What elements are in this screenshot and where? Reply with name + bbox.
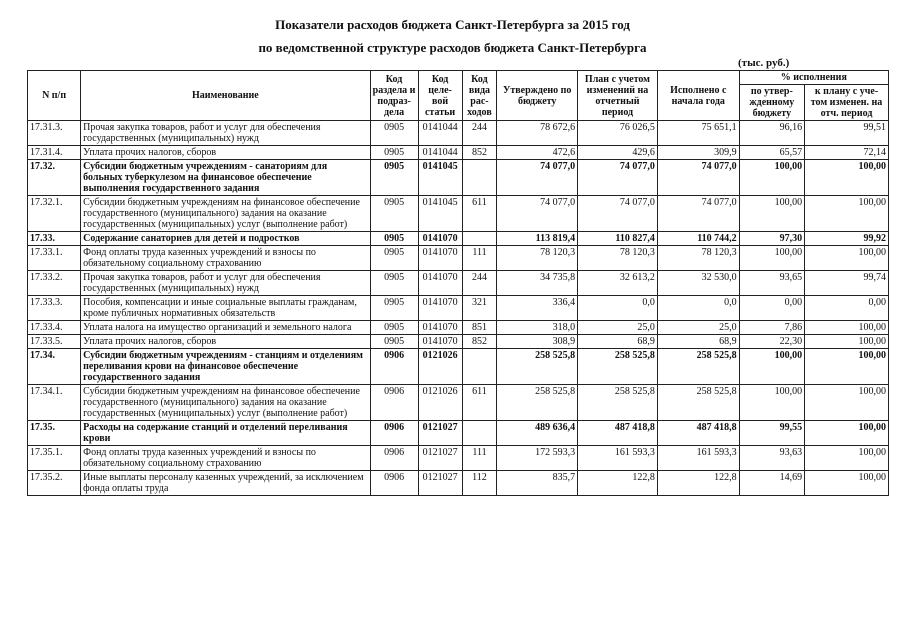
cell-num: 17.33.4. (28, 321, 81, 335)
cell-approved: 318,0 (497, 321, 578, 335)
cell-approved: 113 819,4 (497, 232, 578, 246)
cell-plan: 258 525,8 (578, 385, 658, 421)
cell-name: Уплата налога на имущество организаций и земельного налога (81, 321, 370, 335)
cell-executed: 74 077,0 (657, 196, 739, 232)
col-header-num: N п/п (28, 71, 81, 121)
cell-approved: 489 636,4 (497, 421, 578, 446)
cell-vid: 611 (462, 385, 497, 421)
cell-num: 17.31.3. (28, 121, 81, 146)
cell-pct-plan: 99,74 (805, 271, 889, 296)
cell-executed: 75 651,1 (657, 121, 739, 146)
units-label: (тыс. руб.) (738, 57, 790, 69)
cell-num: 17.33.2. (28, 271, 81, 296)
cell-pct-plan: 100,00 (805, 421, 889, 446)
cell-pct-approved: 97,30 (739, 232, 804, 246)
cell-pct-plan: 100,00 (805, 196, 889, 232)
col-header-approved: Утверждено по бюджету (497, 71, 578, 121)
cell-razdel: 0906 (370, 349, 418, 385)
table-row (28, 146, 889, 160)
cell-vid: 112 (462, 471, 497, 496)
cell-plan: 74 077,0 (578, 196, 658, 232)
cell-approved: 472,6 (497, 146, 578, 160)
cell-num: 17.34. (28, 349, 81, 385)
cell-name: Прочая закупка товаров, работ и услуг для обеспечения государственных (муниципальных) нужд (81, 271, 370, 296)
cell-razdel: 0906 (370, 471, 418, 496)
cell-pct-approved: 99,55 (739, 421, 804, 446)
cell-razdel: 0906 (370, 446, 418, 471)
cell-statya: 0141070 (418, 271, 462, 296)
cell-plan: 258 525,8 (578, 349, 658, 385)
cell-razdel: 0905 (370, 121, 418, 146)
cell-razdel: 0905 (370, 271, 418, 296)
cell-executed: 32 530,0 (657, 271, 739, 296)
cell-name: Фонд оплаты труда казенных учреждений и взносы по обязательному социальному страхованию (81, 446, 370, 471)
cell-executed: 309,9 (657, 146, 739, 160)
cell-num: 17.33.5. (28, 335, 81, 349)
cell-num: 17.33.1. (28, 246, 81, 271)
cell-vid: 611 (462, 196, 497, 232)
cell-pct-approved: 93,63 (739, 446, 804, 471)
report-subtitle: по ведомственной структуре расходов бюджета Санкт-Петербурга (258, 40, 647, 55)
cell-num: 17.32. (28, 160, 81, 196)
cell-vid: 244 (462, 271, 497, 296)
cell-pct-approved: 100,00 (739, 196, 804, 232)
table-row (28, 335, 889, 349)
cell-approved: 74 077,0 (497, 160, 578, 196)
cell-name: Иные выплаты персоналу казенных учреждений, за исключением фонда оплаты труда (81, 471, 370, 496)
table-row (28, 271, 889, 296)
cell-statya: 0121026 (418, 385, 462, 421)
cell-pct-approved: 0,00 (739, 296, 804, 321)
cell-num: 17.34.1. (28, 385, 81, 421)
table-body (28, 121, 889, 496)
cell-executed: 161 593,3 (657, 446, 739, 471)
col-header-vid: Код вида рас-ходов (462, 71, 497, 121)
table-header (28, 71, 889, 121)
col-header-plan: План с учетом изменений на отчетный период (578, 71, 658, 121)
cell-num: 17.35. (28, 421, 81, 446)
cell-plan: 32 613,2 (578, 271, 658, 296)
cell-name: Субсидии бюджетным учреждениям - санаториям для больных туберкулезом на финансовое обеспечение выполнения государственного задания (81, 160, 370, 196)
cell-statya: 0121027 (418, 471, 462, 496)
col-header-executed: Исполнено с начала года (657, 71, 739, 121)
cell-pct-plan: 100,00 (805, 160, 889, 196)
cell-name: Расходы на содержание станций и отделений переливания крови (81, 421, 370, 446)
cell-statya: 0121027 (418, 421, 462, 446)
table-row (28, 296, 889, 321)
cell-razdel: 0905 (370, 296, 418, 321)
table-row (28, 446, 889, 471)
cell-razdel: 0906 (370, 421, 418, 446)
cell-pct-plan: 72,14 (805, 146, 889, 160)
cell-pct-approved: 22,30 (739, 335, 804, 349)
cell-statya: 0121027 (418, 446, 462, 471)
cell-razdel: 0906 (370, 385, 418, 421)
col-header-statya: Код целе-вой статьи (418, 71, 462, 121)
cell-pct-plan: 100,00 (805, 321, 889, 335)
cell-approved: 78 120,3 (497, 246, 578, 271)
cell-vid (462, 232, 497, 246)
cell-statya: 0141045 (418, 160, 462, 196)
table-row (28, 385, 889, 421)
cell-pct-plan: 100,00 (805, 335, 889, 349)
cell-approved: 34 735,8 (497, 271, 578, 296)
cell-pct-approved: 100,00 (739, 349, 804, 385)
cell-approved: 835,7 (497, 471, 578, 496)
cell-approved: 258 525,8 (497, 349, 578, 385)
table-row (28, 421, 889, 446)
cell-num: 17.33. (28, 232, 81, 246)
table-row (28, 232, 889, 246)
cell-vid: 111 (462, 446, 497, 471)
cell-pct-approved: 14,69 (739, 471, 804, 496)
col-header-name: Наименование (81, 71, 370, 121)
cell-statya: 0141044 (418, 146, 462, 160)
cell-executed: 258 525,8 (657, 349, 739, 385)
cell-plan: 487 418,8 (578, 421, 658, 446)
cell-razdel: 0905 (370, 146, 418, 160)
col-header-percent-group: % исполнения (739, 71, 888, 85)
cell-approved: 336,4 (497, 296, 578, 321)
cell-razdel: 0905 (370, 160, 418, 196)
cell-statya: 0141070 (418, 335, 462, 349)
table-row (28, 121, 889, 146)
cell-num: 17.35.2. (28, 471, 81, 496)
cell-pct-plan: 99,51 (805, 121, 889, 146)
cell-pct-approved: 65,57 (739, 146, 804, 160)
cell-name: Субсидии бюджетным учреждениям на финансовое обеспечение государственного (муниципального) задания на оказание государственных (муниципальных) услуг (выполнение работ) (81, 196, 370, 232)
cell-razdel: 0905 (370, 246, 418, 271)
cell-plan: 0,0 (578, 296, 658, 321)
table-row (28, 196, 889, 232)
cell-name: Уплата прочих налогов, сборов (81, 335, 370, 349)
col-header-razdel: Код раздела и подраз-дела (370, 71, 418, 121)
cell-pct-plan: 0,00 (805, 296, 889, 321)
cell-num: 17.31.4. (28, 146, 81, 160)
cell-vid: 244 (462, 121, 497, 146)
col-header-pct-plan: к плану с уче-том изменен. на отч. период (805, 85, 889, 121)
cell-num: 17.33.3. (28, 296, 81, 321)
cell-num: 17.35.1. (28, 446, 81, 471)
cell-plan: 429,6 (578, 146, 658, 160)
cell-pct-approved: 93,65 (739, 271, 804, 296)
cell-executed: 74 077,0 (657, 160, 739, 196)
cell-name: Фонд оплаты труда казенных учреждений и взносы по обязательному социальному страхованию (81, 246, 370, 271)
cell-statya: 0141045 (418, 196, 462, 232)
cell-executed: 25,0 (657, 321, 739, 335)
cell-pct-plan: 99,92 (805, 232, 889, 246)
table-row (28, 160, 889, 196)
cell-executed: 487 418,8 (657, 421, 739, 446)
cell-pct-plan: 100,00 (805, 385, 889, 421)
cell-pct-approved: 96,16 (739, 121, 804, 146)
cell-name: Прочая закупка товаров, работ и услуг для обеспечения государственных (муниципальных) нужд (81, 121, 370, 146)
cell-executed: 122,8 (657, 471, 739, 496)
cell-vid: 852 (462, 335, 497, 349)
table-row (28, 246, 889, 271)
table-row (28, 321, 889, 335)
table-row (28, 471, 889, 496)
cell-name: Уплата прочих налогов, сборов (81, 146, 370, 160)
cell-vid: 851 (462, 321, 497, 335)
cell-plan: 78 120,3 (578, 246, 658, 271)
table-row (28, 349, 889, 385)
cell-name: Субсидии бюджетным учреждениям - станциям и отделениям переливания крови на финансовое обеспечение государственного задания (81, 349, 370, 385)
cell-pct-plan: 100,00 (805, 446, 889, 471)
cell-executed: 110 744,2 (657, 232, 739, 246)
cell-razdel: 0905 (370, 335, 418, 349)
cell-razdel: 0905 (370, 321, 418, 335)
cell-statya: 0141044 (418, 121, 462, 146)
cell-plan: 25,0 (578, 321, 658, 335)
cell-statya: 0121026 (418, 349, 462, 385)
cell-plan: 161 593,3 (578, 446, 658, 471)
cell-pct-approved: 100,00 (739, 385, 804, 421)
budget-table (27, 70, 889, 496)
cell-razdel: 0905 (370, 196, 418, 232)
cell-vid: 111 (462, 246, 497, 271)
cell-executed: 0,0 (657, 296, 739, 321)
cell-name: Пособия, компенсации и иные социальные выплаты гражданам, кроме публичных нормативных обязательств (81, 296, 370, 321)
cell-plan: 68,9 (578, 335, 658, 349)
cell-pct-approved: 100,00 (739, 246, 804, 271)
cell-pct-plan: 100,00 (805, 246, 889, 271)
cell-approved: 308,9 (497, 335, 578, 349)
cell-statya: 0141070 (418, 296, 462, 321)
cell-vid (462, 160, 497, 196)
cell-approved: 172 593,3 (497, 446, 578, 471)
cell-plan: 122,8 (578, 471, 658, 496)
report-title: Показатели расходов бюджета Санкт-Петербурга за 2015 год (275, 17, 630, 32)
cell-pct-plan: 100,00 (805, 349, 889, 385)
cell-name: Субсидии бюджетным учреждениям на финансовое обеспечение государственного (муниципального) задания на оказание государственных (муниципальных) услуг (выполнение работ) (81, 385, 370, 421)
cell-plan: 76 026,5 (578, 121, 658, 146)
cell-vid: 852 (462, 146, 497, 160)
cell-vid (462, 421, 497, 446)
cell-pct-approved: 100,00 (739, 160, 804, 196)
cell-vid: 321 (462, 296, 497, 321)
cell-statya: 0141070 (418, 321, 462, 335)
col-header-pct-approved: по утвер-жденному бюджету (739, 85, 804, 121)
cell-approved: 258 525,8 (497, 385, 578, 421)
cell-razdel: 0905 (370, 232, 418, 246)
cell-num: 17.32.1. (28, 196, 81, 232)
cell-pct-plan: 100,00 (805, 471, 889, 496)
cell-approved: 74 077,0 (497, 196, 578, 232)
cell-pct-approved: 7,86 (739, 321, 804, 335)
cell-executed: 68,9 (657, 335, 739, 349)
cell-approved: 78 672,6 (497, 121, 578, 146)
cell-statya: 0141070 (418, 246, 462, 271)
cell-name: Содержание санаториев для детей и подростков (81, 232, 370, 246)
cell-statya: 0141070 (418, 232, 462, 246)
cell-plan: 74 077,0 (578, 160, 658, 196)
cell-vid (462, 349, 497, 385)
cell-plan: 110 827,4 (578, 232, 658, 246)
cell-executed: 258 525,8 (657, 385, 739, 421)
cell-executed: 78 120,3 (657, 246, 739, 271)
